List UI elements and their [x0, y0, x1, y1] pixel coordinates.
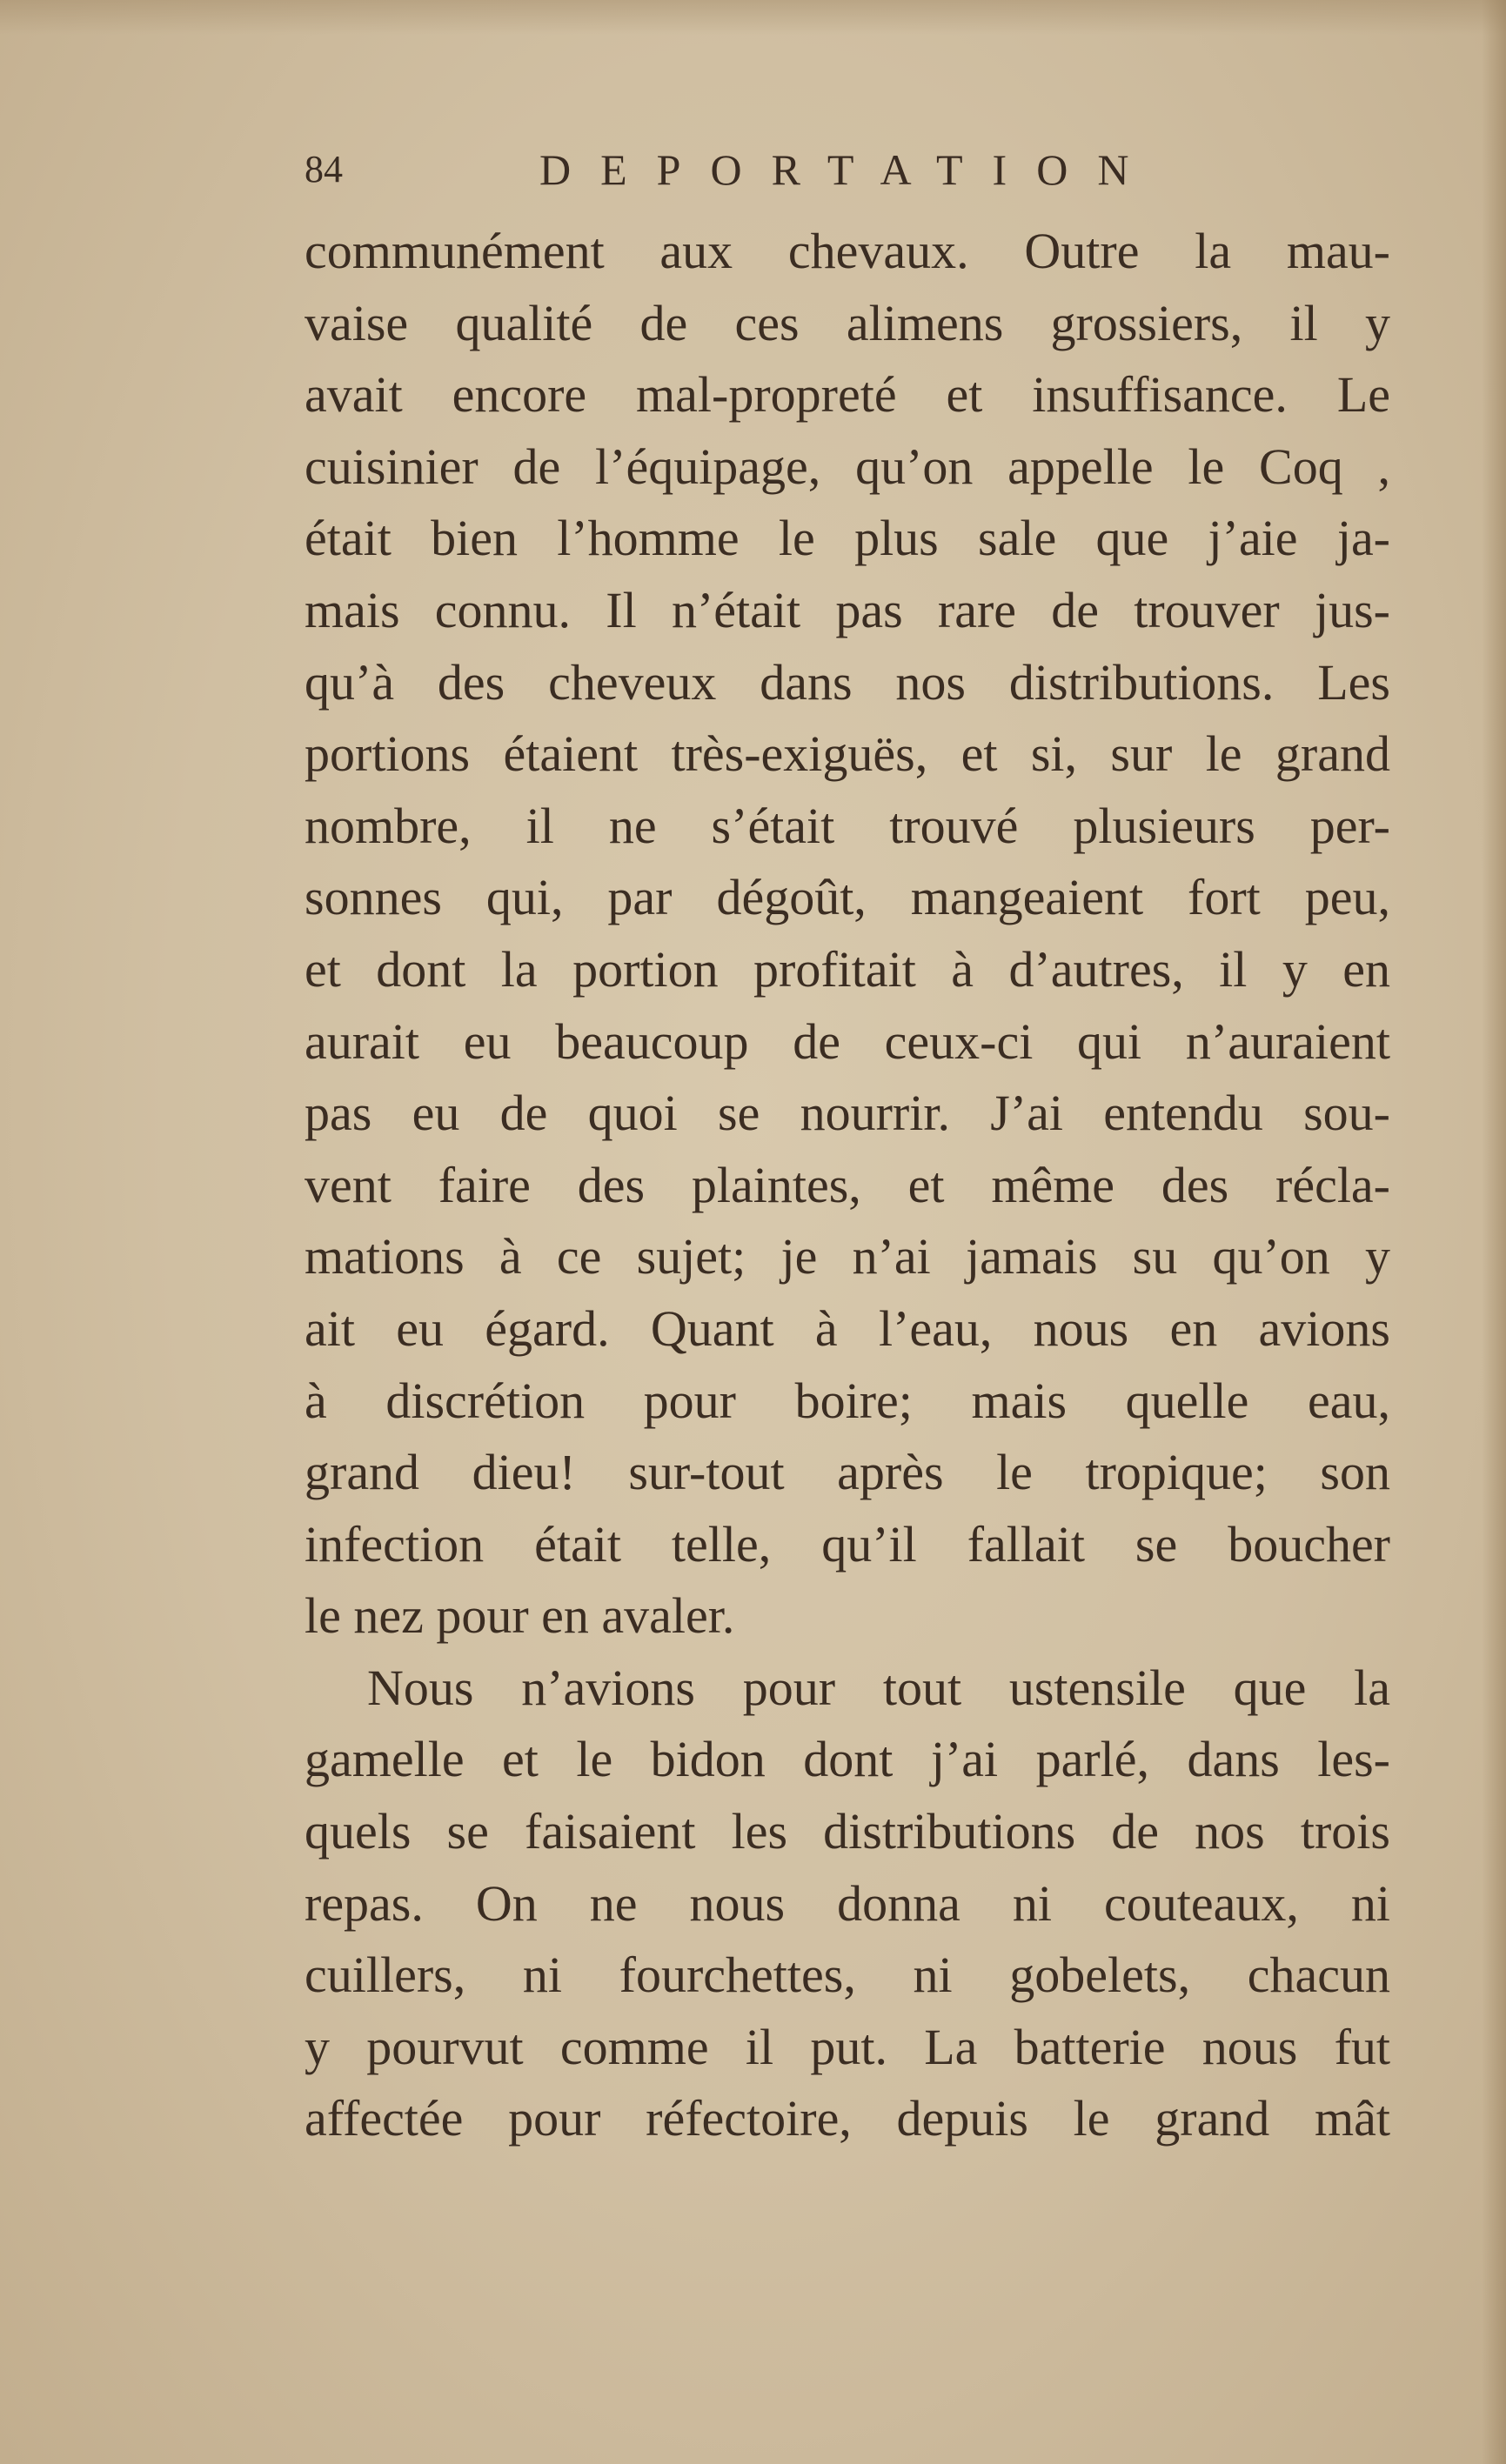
text-line: vent faire des plaintes, et même des récla-	[305, 1156, 1390, 1213]
text-line: communément aux chevaux. Outre la mau-	[305, 223, 1390, 279]
text-line: pas eu de quoi se nourrir. J’ai entendu sou-	[305, 1085, 1390, 1142]
text-line: cuillers, ni fourchettes, ni gobelets, chacun	[305, 1946, 1390, 2004]
text-line: gamelle et le bidon dont j’ai parlé, dans les-	[305, 1731, 1390, 1788]
text-line: Nous n’avions pour tout ustensile que la	[367, 1659, 1390, 1716]
paragraph-1	[305, 216, 1390, 1653]
text-line: vaise qualité de ces alimens grossiers, il y	[305, 294, 1390, 351]
text-line: repas. On ne nous donna ni couteaux, ni	[305, 1874, 1390, 1932]
body-text	[305, 216, 1390, 2155]
text-line: grand dieu! sur-tout après le tropique; son	[305, 1444, 1390, 1501]
page-header	[305, 144, 1401, 196]
text-line: mations à ce sujet; je n’ai jamais su qu’on y	[305, 1228, 1390, 1285]
page-edge-shadow	[1482, 0, 1506, 2464]
text-line: était bien l’homme le plus sale que j’aie ja-	[305, 510, 1390, 567]
text-line: infection était telle, qu’il fallait se boucher	[305, 1515, 1390, 1573]
text-line: y pourvut comme il put. La batterie nous fut	[305, 2018, 1390, 2075]
paragraph-2	[305, 1653, 1390, 2155]
text-line: ait eu égard. Quant à l’eau, nous en avions	[305, 1299, 1390, 1357]
text-line: nombre, il ne s’était trouvé plusieurs per-	[305, 797, 1390, 854]
text-line: à discrétion pour boire; mais quelle eau,	[305, 1372, 1390, 1429]
text-line: sonnes qui, par dégoût, mangeaient fort peu,	[305, 869, 1390, 926]
text-line: portions étaient très-exiguës, et si, sur le grand	[305, 725, 1390, 783]
page-top-shadow	[0, 0, 1506, 35]
text-line: aurait eu beaucoup de ceux-ci qui n’auraient	[305, 1012, 1390, 1070]
text-line: quels se faisaient les distributions de nos trois	[305, 1803, 1390, 1860]
page-number: 84	[305, 148, 343, 190]
text-line: qu’à des cheveux dans nos distributions. Les	[305, 653, 1390, 711]
text-line: affectée pour réfectoire, depuis le grand mât	[305, 2090, 1390, 2147]
text-line: cuisinier de l’équipage, qu’on appelle le Coq ,	[305, 437, 1390, 495]
running-title: DEPORTATION	[539, 145, 1159, 194]
text-line: mais connu. Il n’était pas rare de trouver jus-	[305, 581, 1390, 638]
text-line: et dont la portion profitait à d’autres, il y en	[305, 940, 1390, 998]
text-line: avait encore mal-propreté et insuffisance. Le	[305, 366, 1390, 424]
text-line: le nez pour en avaler.	[305, 1587, 735, 1645]
